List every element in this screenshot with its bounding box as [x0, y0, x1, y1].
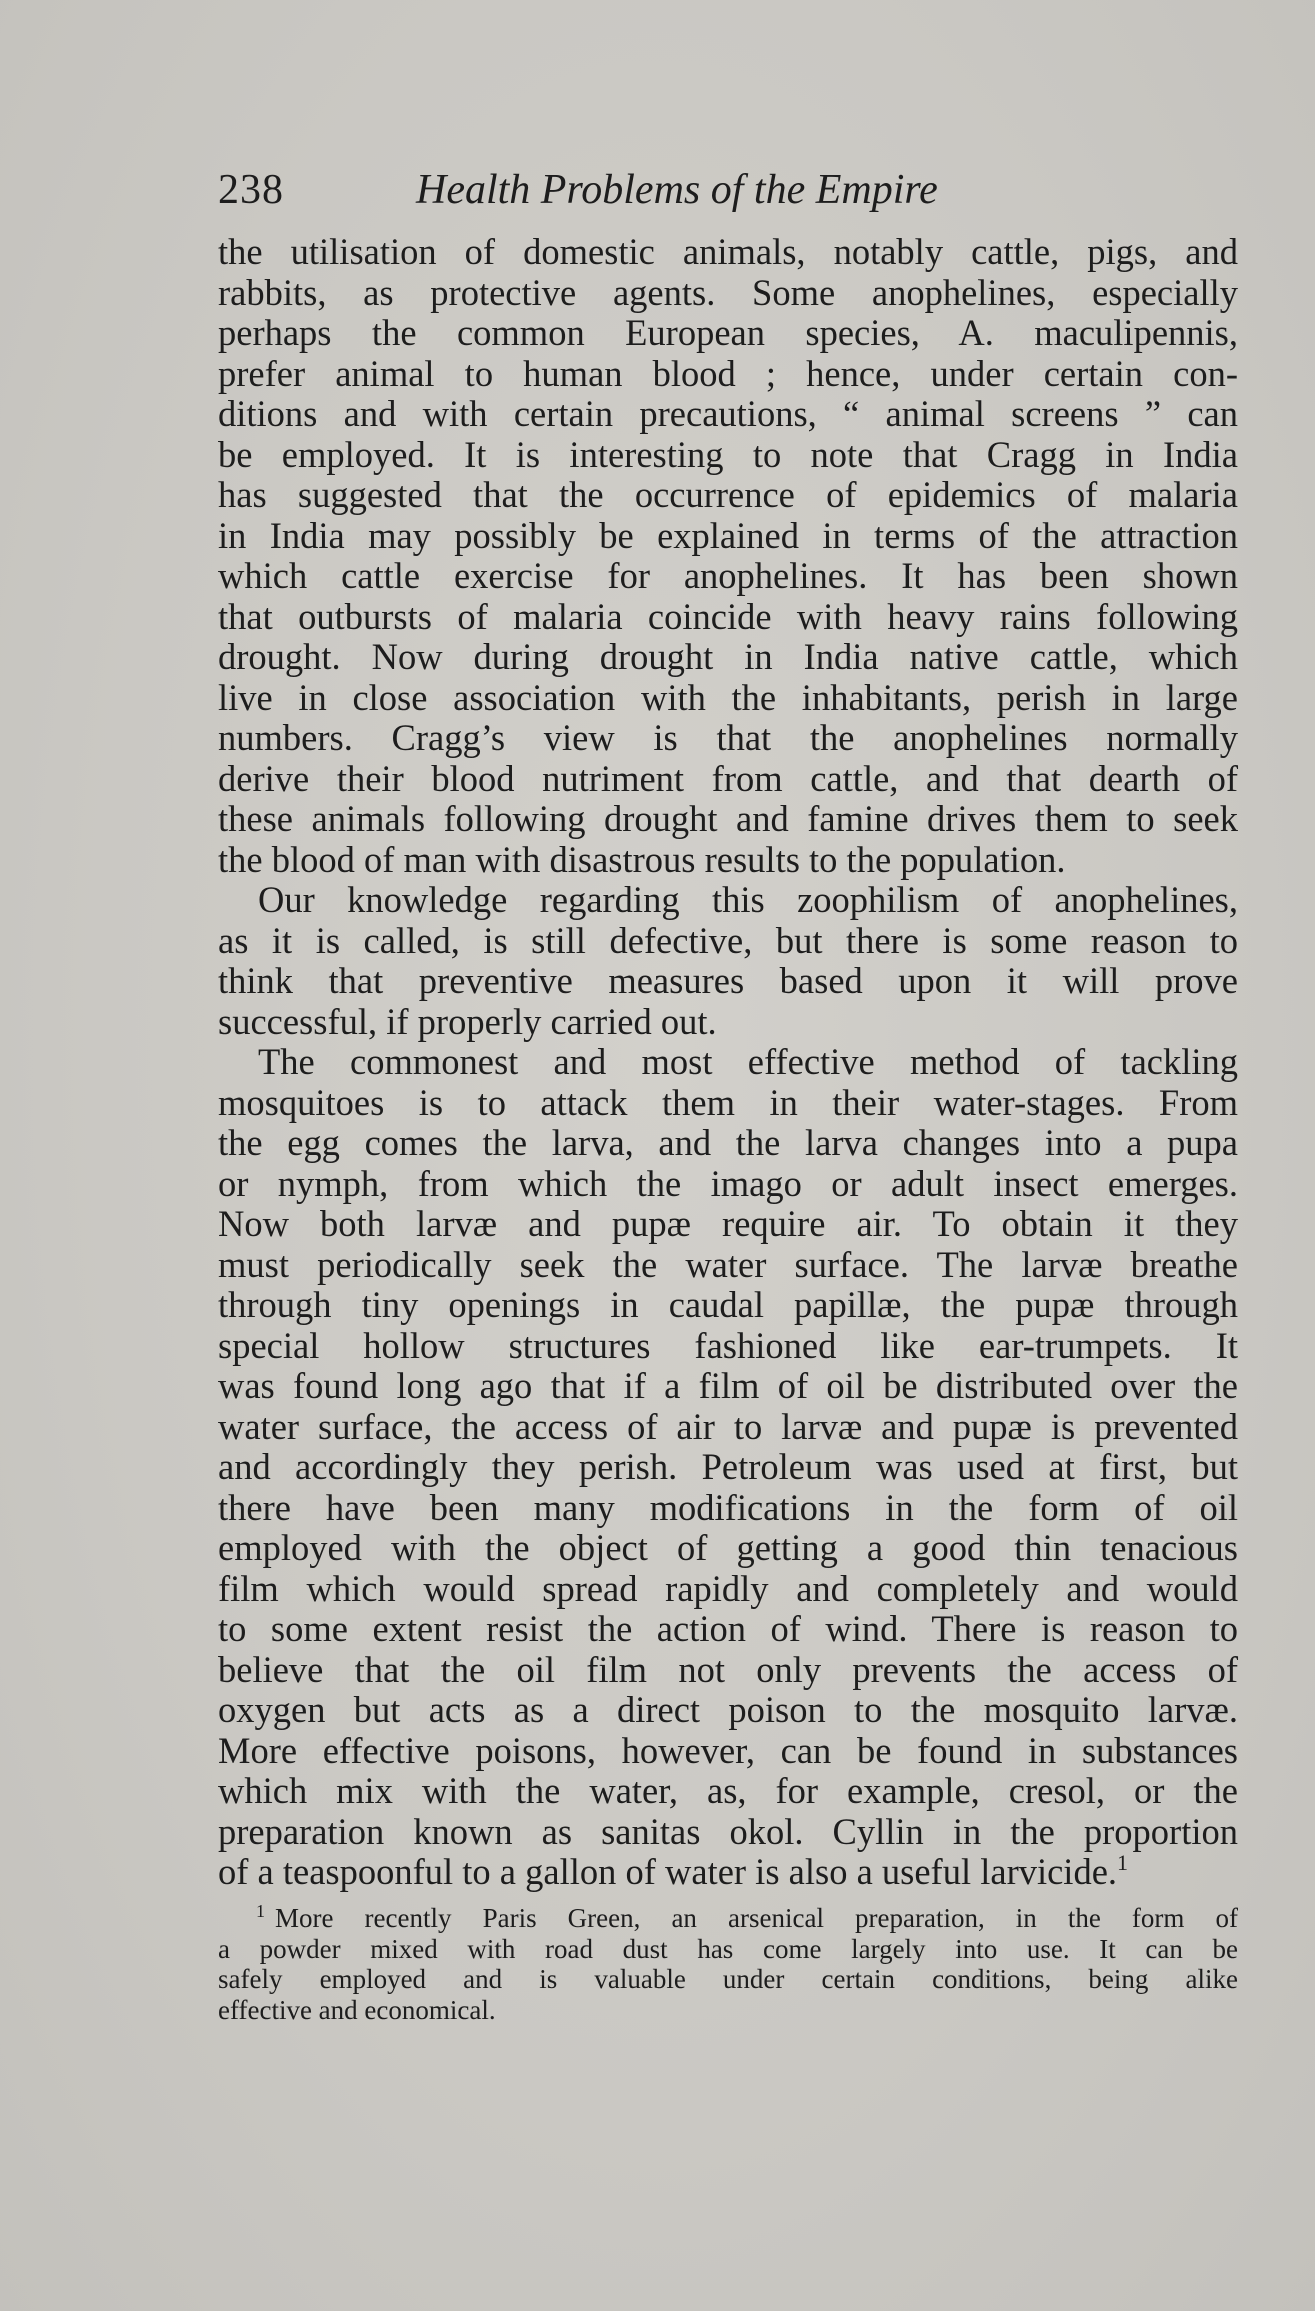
text-line: has suggested that the occurrence of epidemics of malaria	[218, 474, 1238, 515]
text-line: the egg comes the larva, and the larva changes into a pupa	[218, 1122, 1238, 1163]
text-line: believe that the oil film not only prevents the access of	[218, 1648, 1238, 1690]
text-line: drought. Now during drought in India native cattle, which	[218, 636, 1238, 677]
footnote-line	[218, 1903, 1238, 1934]
text-line: as it is called, is still defective, but there is some reason to	[218, 919, 1238, 961]
text-line: be employed. It is interesting to note that Cragg in India	[218, 433, 1238, 475]
text-line: Now both larvæ and pupæ require air. To obtain it they	[218, 1203, 1238, 1244]
text-line: think that preventive measures based upon it will prove	[218, 960, 1238, 1001]
paragraph-3	[218, 1042, 1238, 1893]
text-line: live in close association with the inhabitants, perish in large	[218, 676, 1238, 718]
text-line: derive their blood nutriment from cattle, and that dearth of	[218, 757, 1238, 799]
footnote-reference[interactable]: 1	[1117, 1850, 1129, 1875]
text-line: that outbursts of malaria coincide with heavy rains following	[218, 595, 1238, 637]
page-header	[218, 160, 1098, 220]
text-line: the utilisation of domestic animals, notably cattle, pigs, and	[218, 231, 1238, 272]
text-line: mosquitoes is to attack them in their water-stages. From	[218, 1081, 1238, 1123]
text-line: through tiny openings in caudal papillæ, the pupæ through	[218, 1284, 1238, 1325]
text-line: The commonest and most effective method of tackling	[258, 1041, 1238, 1082]
text-line: the blood of man with disastrous results to the population.	[218, 838, 1066, 880]
paragraph-2	[218, 880, 1238, 1042]
text-line: employed with the object of getting a good thin tenacious	[218, 1527, 1238, 1568]
text-line: which mix with the water, as, for example, cresol, or the	[218, 1770, 1238, 1811]
paragraph-1	[218, 232, 1238, 880]
text-line: which cattle exercise for anophelines. It has been shown	[218, 555, 1238, 596]
text-line: prefer animal to human blood ; hence, under certain con-	[218, 352, 1238, 394]
footnote-line: effective and economical.	[218, 1994, 496, 2025]
text-line: Our knowledge regarding this zoophilism of anophelines,	[258, 879, 1238, 920]
text-line: More effective poisons, however, can be found in substances	[218, 1729, 1238, 1771]
text-line: of a teaspoonful to a gallon of water is also a useful larvicide.	[218, 1851, 1118, 1892]
text-line: preparation known as sanitas okol. Cyllin in the proportion	[218, 1810, 1238, 1852]
text-line: successful, if properly carried out.	[218, 1000, 717, 1042]
text-line: numbers. Cragg’s view is that the anophelines normally	[218, 717, 1238, 758]
body-text	[218, 232, 1238, 1893]
text-line: these animals following drought and famine drives them to seek	[218, 798, 1238, 839]
text-line-with-footnote	[218, 1852, 1238, 1893]
page-number: 238	[218, 167, 284, 213]
text-line: in India may possibly be explained in terms of the attraction	[218, 514, 1238, 556]
running-title: Health Problems of the Empire	[416, 167, 938, 213]
text-line: rabbits, as protective agents. Some anophelines, especially	[218, 271, 1238, 313]
text-line: oxygen but acts as a direct poison to the mosquito larvæ.	[218, 1689, 1238, 1730]
text-line: special hollow structures fashioned like ear-trumpets. It	[218, 1324, 1238, 1366]
text-line: there have been many modifications in the form of oil	[218, 1486, 1238, 1528]
text-line: or nymph, from which the imago or adult insect emerges.	[218, 1162, 1238, 1204]
text-line: must periodically seek the water surface. The larvæ breathe	[218, 1243, 1238, 1285]
footnote-marker: 1	[256, 1901, 265, 1921]
footnote-line: a powder mixed with road dust has come largely into use. It can be	[218, 1933, 1238, 1964]
text-line: perhaps the common European species, A. maculipennis,	[218, 312, 1238, 353]
text-line: was found long ago that if a film of oil be distributed over the	[218, 1365, 1238, 1406]
text-line: ditions and with certain precautions, “ animal screens ” can	[218, 393, 1238, 434]
footnote-text: More recently Paris Green, an arsenical preparation, in the form of	[275, 1903, 1238, 1933]
text-line: film which would spread rapidly and completely and would	[218, 1567, 1238, 1609]
footnote-line: safely employed and is valuable under certain conditions, being alike	[218, 1964, 1238, 1994]
text-line: water surface, the access of air to larvæ and pupæ is prevented	[218, 1405, 1238, 1447]
text-line: to some extent resist the action of wind. There is reason to	[218, 1608, 1238, 1649]
footnote	[218, 1903, 1238, 2025]
text-line: and accordingly they perish. Petroleum was used at first, but	[218, 1446, 1238, 1487]
